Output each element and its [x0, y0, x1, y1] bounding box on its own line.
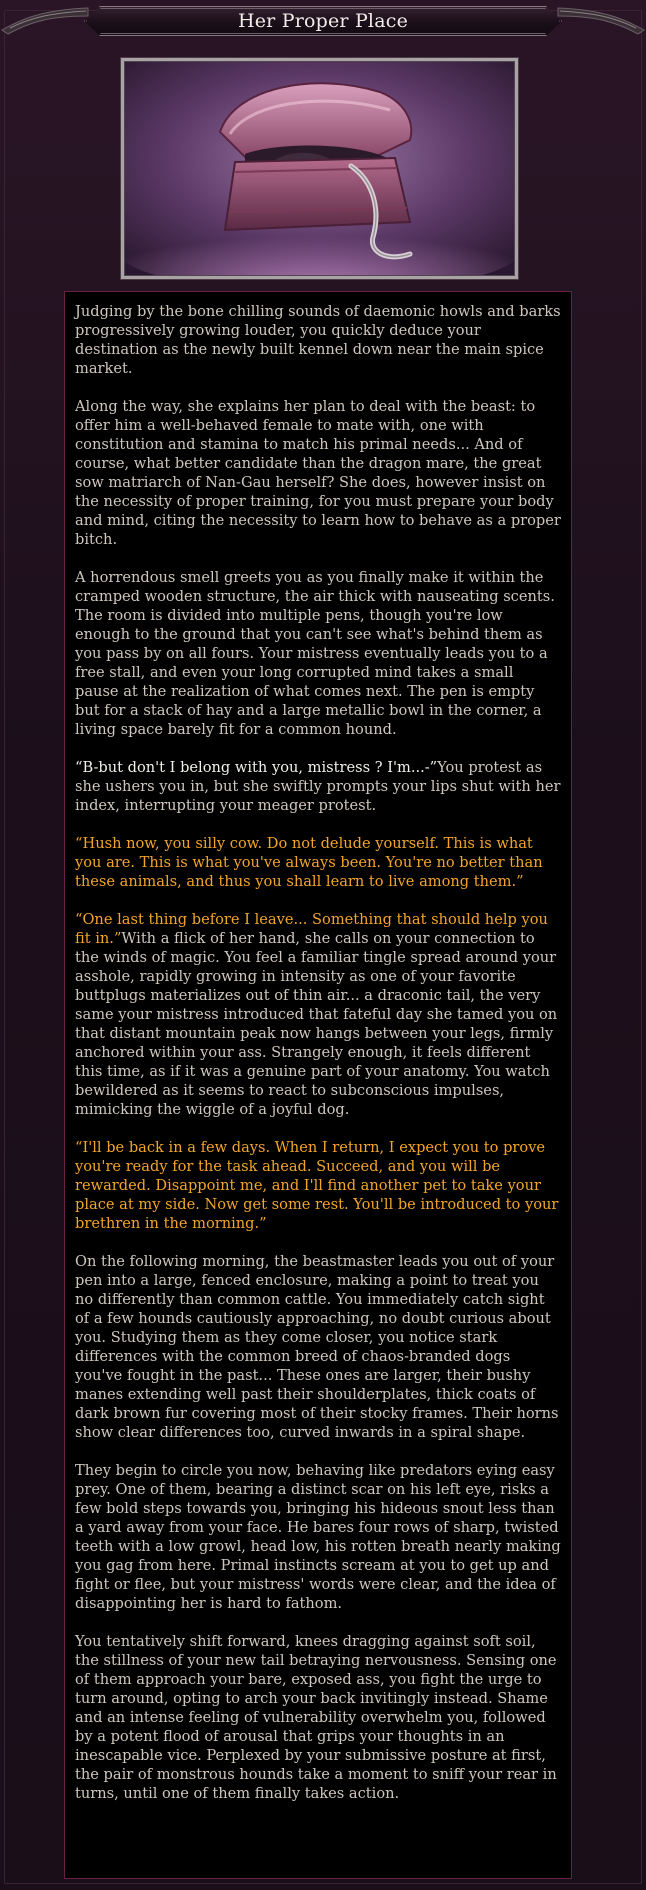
- narration-text: With a flick of her hand, she calls on your connection to the winds of magic. You feel a familiar tingle spread around your asshole, rapidly growing in intensity as one of your favorite buttplugs materializes out of thin air... a draconic tail, the very same your mistress introduced that fateful day she tamed you on that distant mountain peak now hangs between your legs, firmly anchored within your ass. Strangely enough, it feels different this time, as if it was a genuine part of your anatomy. You watch bewildered as it seems to react to subconscious impulses, mimicking the wiggle of a joyful dog.: [75, 930, 558, 1118]
- story-paragraph: They begin to circle you now, behaving like predators eying easy prey. One of them, bearing a distinct scar on his left eye, risks a few bold steps towards you, bringing his hideous snout less than a yard away from your face. He bares four rows of sharp, twisted teeth with a low growl, head low, his rotten breath nearly making you gag from here. Primal instincts scream at you to get up and fight or flee, but your mistress' words were clear, and the idea of disappointing her is hard to fathom.: [75, 1462, 561, 1612]
- treasure-chest-with-tail-icon: [125, 62, 514, 275]
- player-dialogue: “B-but don't I belong with you, mistress ? I'm...-”: [75, 759, 438, 776]
- story-paragraph: You tentatively shift forward, knees dragging against soft soil, the stillness of your new tail betraying nervousness. Sensing one of them approach your bare, exposed ass, you fight the urge to turn around, opting to arch your back invitingly instead. Shame and an intense feeling of vulnerability overwhelm you, followed by a potent flood of arousal that grips your thoughts in an inescapable vice. Perplexed by your submissive posture at first, the pair of monstrous hounds take a moment to sniff your rear in turns, until one of them finally takes action.: [75, 1633, 557, 1802]
- left-horn-ornament-icon: [0, 0, 90, 38]
- right-horn-ornament-icon: [556, 0, 646, 38]
- story-paragraph: Along the way, she explains her plan to deal with the beast: to offer him a well-behaved female to mate with, one with constitution and stamina to match his primal needs... And of course, what better candidate than the dragon mare, the great sow matriarch of Nan-Gau herself? She does, however insist on the necessity of proper training, for you must prepare your body and mind, citing the necessity to learn how to behave as a proper bitch.: [75, 398, 561, 548]
- story-paragraph: A horrendous smell greets you as you finally make it within the cramped wooden structure, the air thick with nauseating scents. The room is divided into multiple pens, though you're low enough to the ground that you can't see what's behind them as you pass by on all fours. Your mistress eventually leads you to a free stall, and even your long corrupted mind takes a small pause at the realization of what comes next. The pen is empty but for a stack of hay and a large metallic bowl in the corner, a living space barely fit for a common hound.: [75, 569, 555, 738]
- mistress-dialogue: “One last thing before I leave... Something that should help you fit in.”: [75, 911, 548, 947]
- story-text-panel: [64, 291, 572, 1879]
- title-bar: [0, 0, 646, 40]
- event-image: [124, 61, 515, 276]
- narration-text: You protest as she ushers you in, but she swiftly prompts your lips shut with her index, interrupting your meager protest.: [75, 759, 561, 814]
- event-title: Her Proper Place: [237, 10, 409, 32]
- story-paragraph: [75, 910, 561, 1119]
- story-paragraph: Judging by the bone chilling sounds of daemonic howls and barks progressively growing louder, you quickly deduce your destination as the newly built kennel down near the main spice market.: [75, 303, 561, 377]
- story-paragraph: On the following morning, the beastmaster leads you out of your pen into a large, fenced enclosure, making a point to treat you no differently than common cattle. You immediately catch sight of a few hounds cautiously approaching, no doubt curious about you. Studying them as they come closer, you notice stark differences with the common breed of chaos-branded dogs you've fought in the past... These ones are larger, their bushy manes extending well past their shoulderplates, thick coats of dark brown fur covering most of their stocky frames. Their horns show clear differences too, curved inwards in a spiral shape.: [75, 1253, 559, 1441]
- event-image-frame: [121, 58, 518, 279]
- mistress-dialogue: “Hush now, you silly cow. Do not delude yourself. This is what you are. This is what you've always been. You're no better than these animals, and thus you shall learn to live among them.”: [75, 835, 543, 890]
- mistress-dialogue: “I'll be back in a few days. When I return, I expect you to prove you're ready for the task ahead. Succeed, and you will be rewarded. Disappoint me, and I'll find another pet to take your place at my side. Now get some rest. You'll be introduced to your brethren in the morning.”: [75, 1139, 559, 1232]
- story-paragraph: [75, 758, 561, 815]
